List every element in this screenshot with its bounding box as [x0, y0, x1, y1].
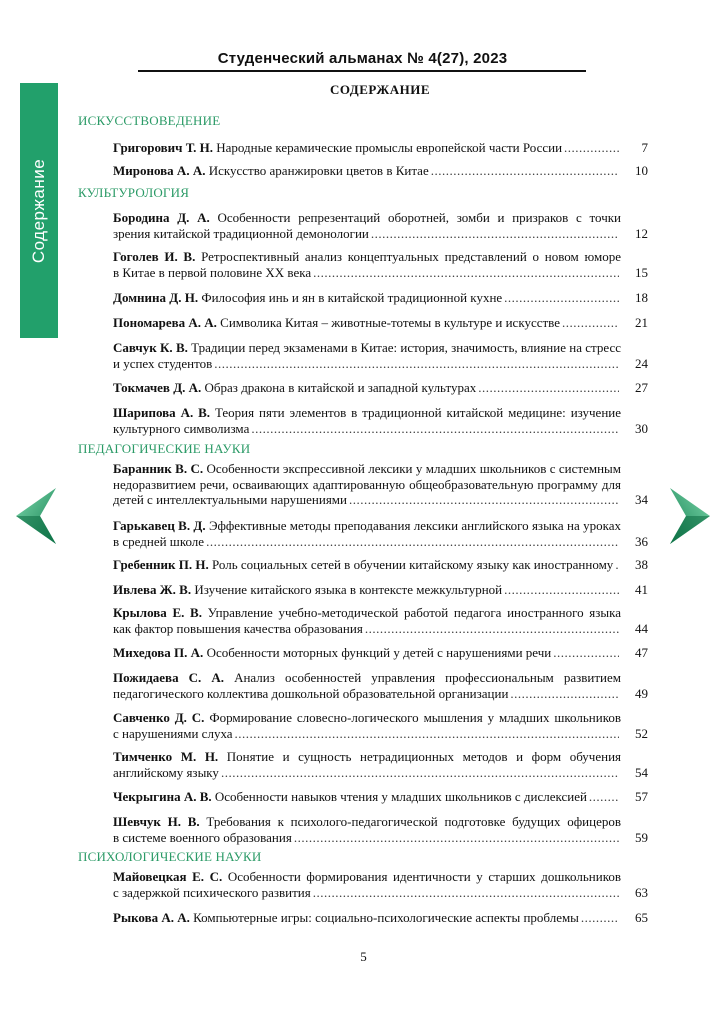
entry-title-line: в системе военного образования — [113, 829, 292, 845]
toc-entry[interactable] — [113, 249, 621, 280]
entry-title-line: английскому языку — [113, 764, 219, 780]
entry-author: Пожидаева С. А. — [113, 670, 224, 685]
toc-entry[interactable] — [113, 910, 621, 926]
entry-page-number: 15 — [635, 264, 648, 280]
section-heading: КУЛЬТУРОЛОГИЯ — [78, 185, 190, 200]
entry-author: Бородина Д. А. — [113, 210, 210, 225]
entry-page-number: 52 — [635, 725, 648, 741]
entry-title-line: Искусство аранжировки цветов в Китае — [208, 163, 429, 178]
dot-leader — [478, 380, 619, 396]
entry-author: Пономарева А. А. — [113, 315, 217, 330]
entry-title-line: Теория пяти элементов в традиционной китайской медицине: изучение — [214, 405, 622, 420]
toc-entry[interactable] — [113, 582, 621, 598]
dot-leader — [553, 645, 619, 661]
toc-entry[interactable] — [113, 670, 621, 701]
toc-entry[interactable] — [113, 869, 621, 900]
entry-author: Савчук К. В. — [113, 340, 188, 355]
toc-entry[interactable] — [113, 163, 621, 179]
toc-entry[interactable] — [113, 290, 621, 306]
toc-entry[interactable] — [113, 315, 621, 331]
entry-author: Майовецкая Е. С. — [113, 869, 223, 884]
entry-page-number: 18 — [635, 290, 648, 305]
dot-leader — [313, 265, 619, 281]
entry-title-line: Ретроспективный анализ концептуальных представлений о новом юморе — [201, 249, 622, 264]
dot-leader — [365, 621, 619, 637]
section-heading: ПСИХОЛОГИЧЕСКИЕ НАУКИ — [78, 849, 262, 864]
entry-title-line: Особенности навыков чтения у младших школьников с дислексией — [214, 789, 587, 804]
entry-title-line: Особенности моторных функций у детей с нарушениями речи — [206, 645, 552, 660]
entry-title-line: Понятие и сущность нетрадиционных методов и форм обучения — [226, 749, 622, 764]
entry-page-number: 7 — [641, 140, 648, 155]
entry-title-line: Традиции перед экзаменами в Китае: история, значимость, влияние на стресс — [191, 340, 621, 355]
entry-title-line: Эффективные методы преподавания лексики английского языка на уроках — [208, 518, 621, 533]
entry-page-number: 47 — [635, 645, 648, 660]
entry-page-number: 36 — [635, 533, 648, 549]
toc-entry[interactable] — [113, 789, 621, 805]
entry-title-line: педагогического коллектива дошкольной образовательной организации — [113, 685, 509, 701]
entry-title-line: Особенности репрезентаций оборотней, зомби и призраков с точки — [217, 210, 622, 225]
entry-title-line: с нарушениями слуха — [113, 725, 233, 741]
entry-title-line: и успех студентов — [113, 355, 213, 371]
side-tab[interactable] — [20, 83, 58, 338]
entry-title-line: недоразвитием речи, осваивающих адаптированную общеобразовательную программу для — [113, 476, 621, 492]
page-number: 5 — [360, 949, 367, 964]
entry-title-line: Анализ особенностей управления профессиональным развитием — [234, 670, 621, 685]
toc-entry[interactable] — [113, 461, 621, 508]
section-heading: ПЕДАГОГИЧЕСКИЕ НАУКИ — [78, 441, 251, 456]
toc-entry[interactable] — [113, 140, 621, 156]
entry-title-line: Особенности экспрессивной лексики у младших школьников с системным — [206, 461, 621, 476]
entry-title-line: Компьютерные игры: социально-психологические аспекты проблемы — [193, 910, 579, 925]
entry-author: Савченко Д. С. — [113, 710, 205, 725]
entry-author: Ивлева Ж. В. — [113, 582, 192, 597]
arrow-right-icon[interactable] — [670, 488, 710, 544]
entry-title-line: Управление учебно-методической работой педагога иностранного языка — [207, 605, 622, 620]
dot-leader — [615, 557, 619, 573]
entry-author: Чекрыгина А. В. — [113, 789, 212, 804]
dot-leader — [206, 534, 619, 550]
toc-entry[interactable] — [113, 605, 621, 636]
entry-page-number: 41 — [635, 582, 648, 597]
toc-title: СОДЕРЖАНИЕ — [329, 82, 431, 97]
entry-page-number: 24 — [635, 355, 648, 371]
entry-title-line: в Китае в первой половине XX века — [113, 264, 312, 280]
entry-page-number: 49 — [635, 685, 648, 701]
section-heading: ИСКУССТВОВЕДЕНИЕ — [78, 113, 221, 128]
entry-title-line: с задержкой психического развития — [113, 884, 311, 900]
toc-entry[interactable] — [113, 749, 621, 780]
toc-entry[interactable] — [113, 518, 621, 549]
entry-title-line: зрения китайской традиционной демонологии — [113, 225, 369, 241]
entry-author: Гребенник П. Н. — [113, 557, 209, 572]
entry-author: Миронова А. А. — [113, 163, 206, 178]
entry-page-number: 12 — [635, 225, 648, 241]
dot-leader — [235, 726, 619, 742]
dot-leader — [589, 789, 619, 805]
toc-entry[interactable] — [113, 210, 621, 241]
dot-leader — [349, 492, 619, 508]
dot-leader — [294, 830, 619, 846]
entry-page-number: 34 — [635, 492, 648, 507]
entry-title-line: в средней школе — [113, 533, 205, 549]
dot-leader — [581, 910, 619, 926]
entry-title-line: Философия инь и ян в китайской традиционной кухне — [201, 290, 503, 305]
journal-header: Студенческий альманах № 4(27), 2023 — [217, 50, 508, 67]
entry-title-line: Народные керамические промыслы европейской части России — [216, 140, 563, 155]
entry-title-line: Роль социальных сетей в обучении китайскому языку как иностранному — [212, 557, 614, 572]
entry-title-line: Особенности формирования идентичности у старших дошкольников — [227, 869, 621, 884]
entry-title-line: Образ дракона в китайской и западной культурах — [204, 380, 477, 395]
entry-page-number: 44 — [635, 620, 648, 636]
dot-leader — [214, 356, 619, 372]
dot-leader — [431, 163, 619, 179]
toc-entry[interactable] — [113, 340, 621, 371]
entry-page-number: 57 — [635, 789, 648, 804]
dot-leader — [371, 226, 619, 242]
dot-leader — [221, 765, 619, 781]
dot-leader — [504, 290, 619, 306]
entry-page-number: 65 — [635, 910, 648, 925]
dot-leader — [313, 885, 619, 901]
entry-page-number: 27 — [635, 380, 648, 395]
entry-author: Крылова Е. В. — [113, 605, 202, 620]
dot-leader — [251, 421, 619, 437]
entry-author: Гарькавец В. Д. — [113, 518, 206, 533]
entry-page-number: 10 — [635, 163, 648, 178]
dot-leader — [562, 315, 619, 331]
toc-entry[interactable] — [113, 814, 621, 845]
entry-author: Тимченко М. Н. — [113, 749, 219, 764]
entry-page-number: 38 — [635, 557, 648, 572]
entry-title-line: Требования к психолого-педагогической подготовке будущих офицеров — [206, 814, 621, 829]
entry-title-line: Формирование словесно-логического мышления у младших школьников — [209, 710, 622, 725]
side-tab-label: Содержание — [29, 158, 48, 263]
entry-title-line: как фактор повышения качества образования — [113, 620, 363, 636]
toc-entry[interactable] — [113, 645, 621, 661]
header-rule — [138, 70, 586, 72]
toc-entry[interactable] — [113, 557, 621, 573]
entry-author: Григорович Т. Н. — [113, 140, 213, 155]
dot-leader — [510, 686, 619, 702]
entry-page-number: 21 — [635, 315, 648, 330]
entry-author: Домнина Д. Н. — [113, 290, 199, 305]
entry-author: Баранник В. С. — [113, 461, 204, 476]
dot-leader — [504, 582, 619, 598]
entry-author: Шарипова А. В. — [113, 405, 211, 420]
toc-entry[interactable] — [113, 380, 621, 396]
entry-author: Шевчук Н. В. — [113, 814, 200, 829]
entry-author: Рыкова А. А. — [113, 910, 190, 925]
entry-author: Токмачев Д. А. — [113, 380, 202, 395]
entry-page-number: 59 — [635, 829, 648, 845]
entry-page-number: 30 — [635, 420, 648, 436]
toc-entry[interactable] — [113, 405, 621, 436]
entry-author: Гоголев И. В. — [113, 249, 196, 264]
entry-title-line: культурного символизма — [113, 420, 250, 436]
arrow-left-icon[interactable] — [16, 488, 56, 544]
dot-leader — [564, 140, 619, 156]
toc-entry[interactable] — [113, 710, 621, 741]
entry-title-line: детей с интеллектуальными нарушениями — [113, 492, 347, 507]
entry-author: Михедова П. А. — [113, 645, 204, 660]
entry-title-line: Символика Китая – животные-тотемы в культуре и искусстве — [220, 315, 561, 330]
entry-page-number: 54 — [635, 764, 648, 780]
entry-title-line: Изучение китайского языка в контексте межкультурной — [194, 582, 503, 597]
entry-page-number: 63 — [635, 884, 648, 900]
